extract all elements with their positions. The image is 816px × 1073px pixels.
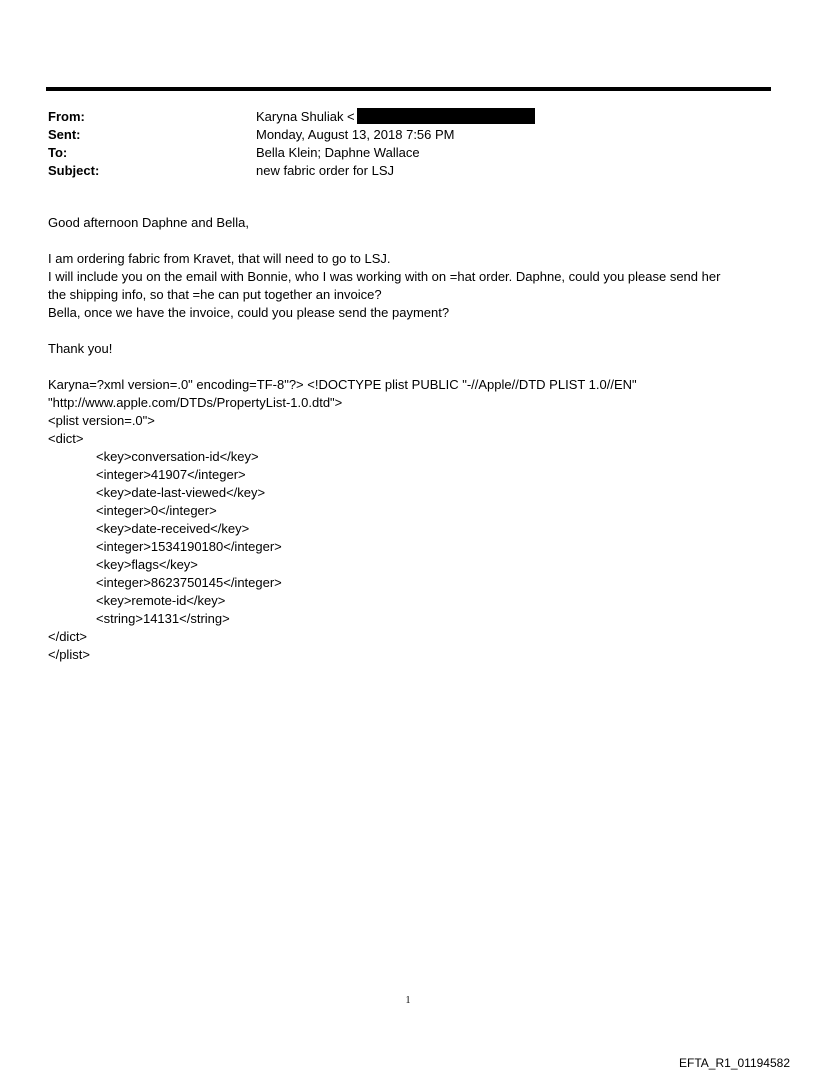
xml-line: <plist version=.0">: [48, 413, 155, 428]
from-row: [48, 108, 768, 126]
xml-line: </plist>: [48, 647, 90, 662]
xml-line: <integer>41907</integer>: [96, 467, 246, 482]
xml-line: <key>date-last-viewed</key>: [96, 485, 266, 500]
thanks-paragraph: [48, 340, 788, 358]
xml-line: <key>flags</key>: [96, 557, 198, 572]
body-line: I am ordering fabric from Kravet, that will need to go to LSJ.: [48, 251, 391, 266]
subject-row: [48, 162, 768, 180]
redaction-block: [357, 108, 535, 124]
body-line: the shipping info, so that =he can put together an invoice?: [48, 287, 382, 302]
greeting: Good afternoon Daphne and Bella,: [48, 215, 249, 230]
xml-line: <key>remote-id</key>: [96, 593, 226, 608]
from-label: From:: [48, 109, 85, 124]
subject-label: Subject:: [48, 163, 100, 178]
xml-line: <dict>: [48, 431, 84, 446]
xml-line: Karyna=?xml version=.0" encoding=TF-8"?> <!DOCTYPE plist PUBLIC "-//Apple//DTD PLIST 1.0//EN": [48, 377, 637, 392]
body-line: Bella, once we have the invoice, could you please send the payment?: [48, 305, 450, 320]
to-value: Bella Klein; Daphne Wallace: [256, 145, 420, 160]
email-header: [48, 108, 768, 180]
xml-line: </dict>: [48, 629, 88, 644]
xml-line: <string>14131</string>: [96, 611, 230, 626]
sent-row: [48, 126, 768, 144]
document-id: EFTA_R1_01194582: [679, 1056, 790, 1070]
to-row: [48, 144, 768, 162]
greeting-paragraph: [48, 214, 788, 232]
sent-label: Sent:: [48, 127, 81, 142]
xml-line: <integer>1534190180</integer>: [96, 539, 282, 554]
main-paragraph: [48, 250, 788, 322]
sent-value: Monday, August 13, 2018 7:56 PM: [256, 127, 455, 142]
subject-value: new fabric order for LSJ: [256, 163, 395, 178]
xml-line: <key>date-received</key>: [96, 521, 250, 536]
body-line: I will include you on the email with Bonnie, who I was working with on =hat order. Daphne, could you please send her: [48, 269, 721, 284]
xml-line: <integer>0</integer>: [96, 503, 217, 518]
page-number: 1: [405, 995, 411, 1006]
xml-line: <key>conversation-id</key>: [96, 449, 259, 464]
header-divider: [46, 87, 771, 91]
thanks-line: Thank you!: [48, 341, 113, 356]
from-name: Karyna Shuliak <: [256, 109, 355, 124]
to-label: To:: [48, 145, 68, 160]
xml-line: "http://www.apple.com/DTDs/PropertyList-1.0.dtd">: [48, 395, 343, 410]
xml-block: [48, 376, 788, 664]
xml-line: <integer>8623750145</integer>: [96, 575, 282, 590]
email-body: [48, 214, 788, 682]
from-value: [256, 108, 535, 126]
